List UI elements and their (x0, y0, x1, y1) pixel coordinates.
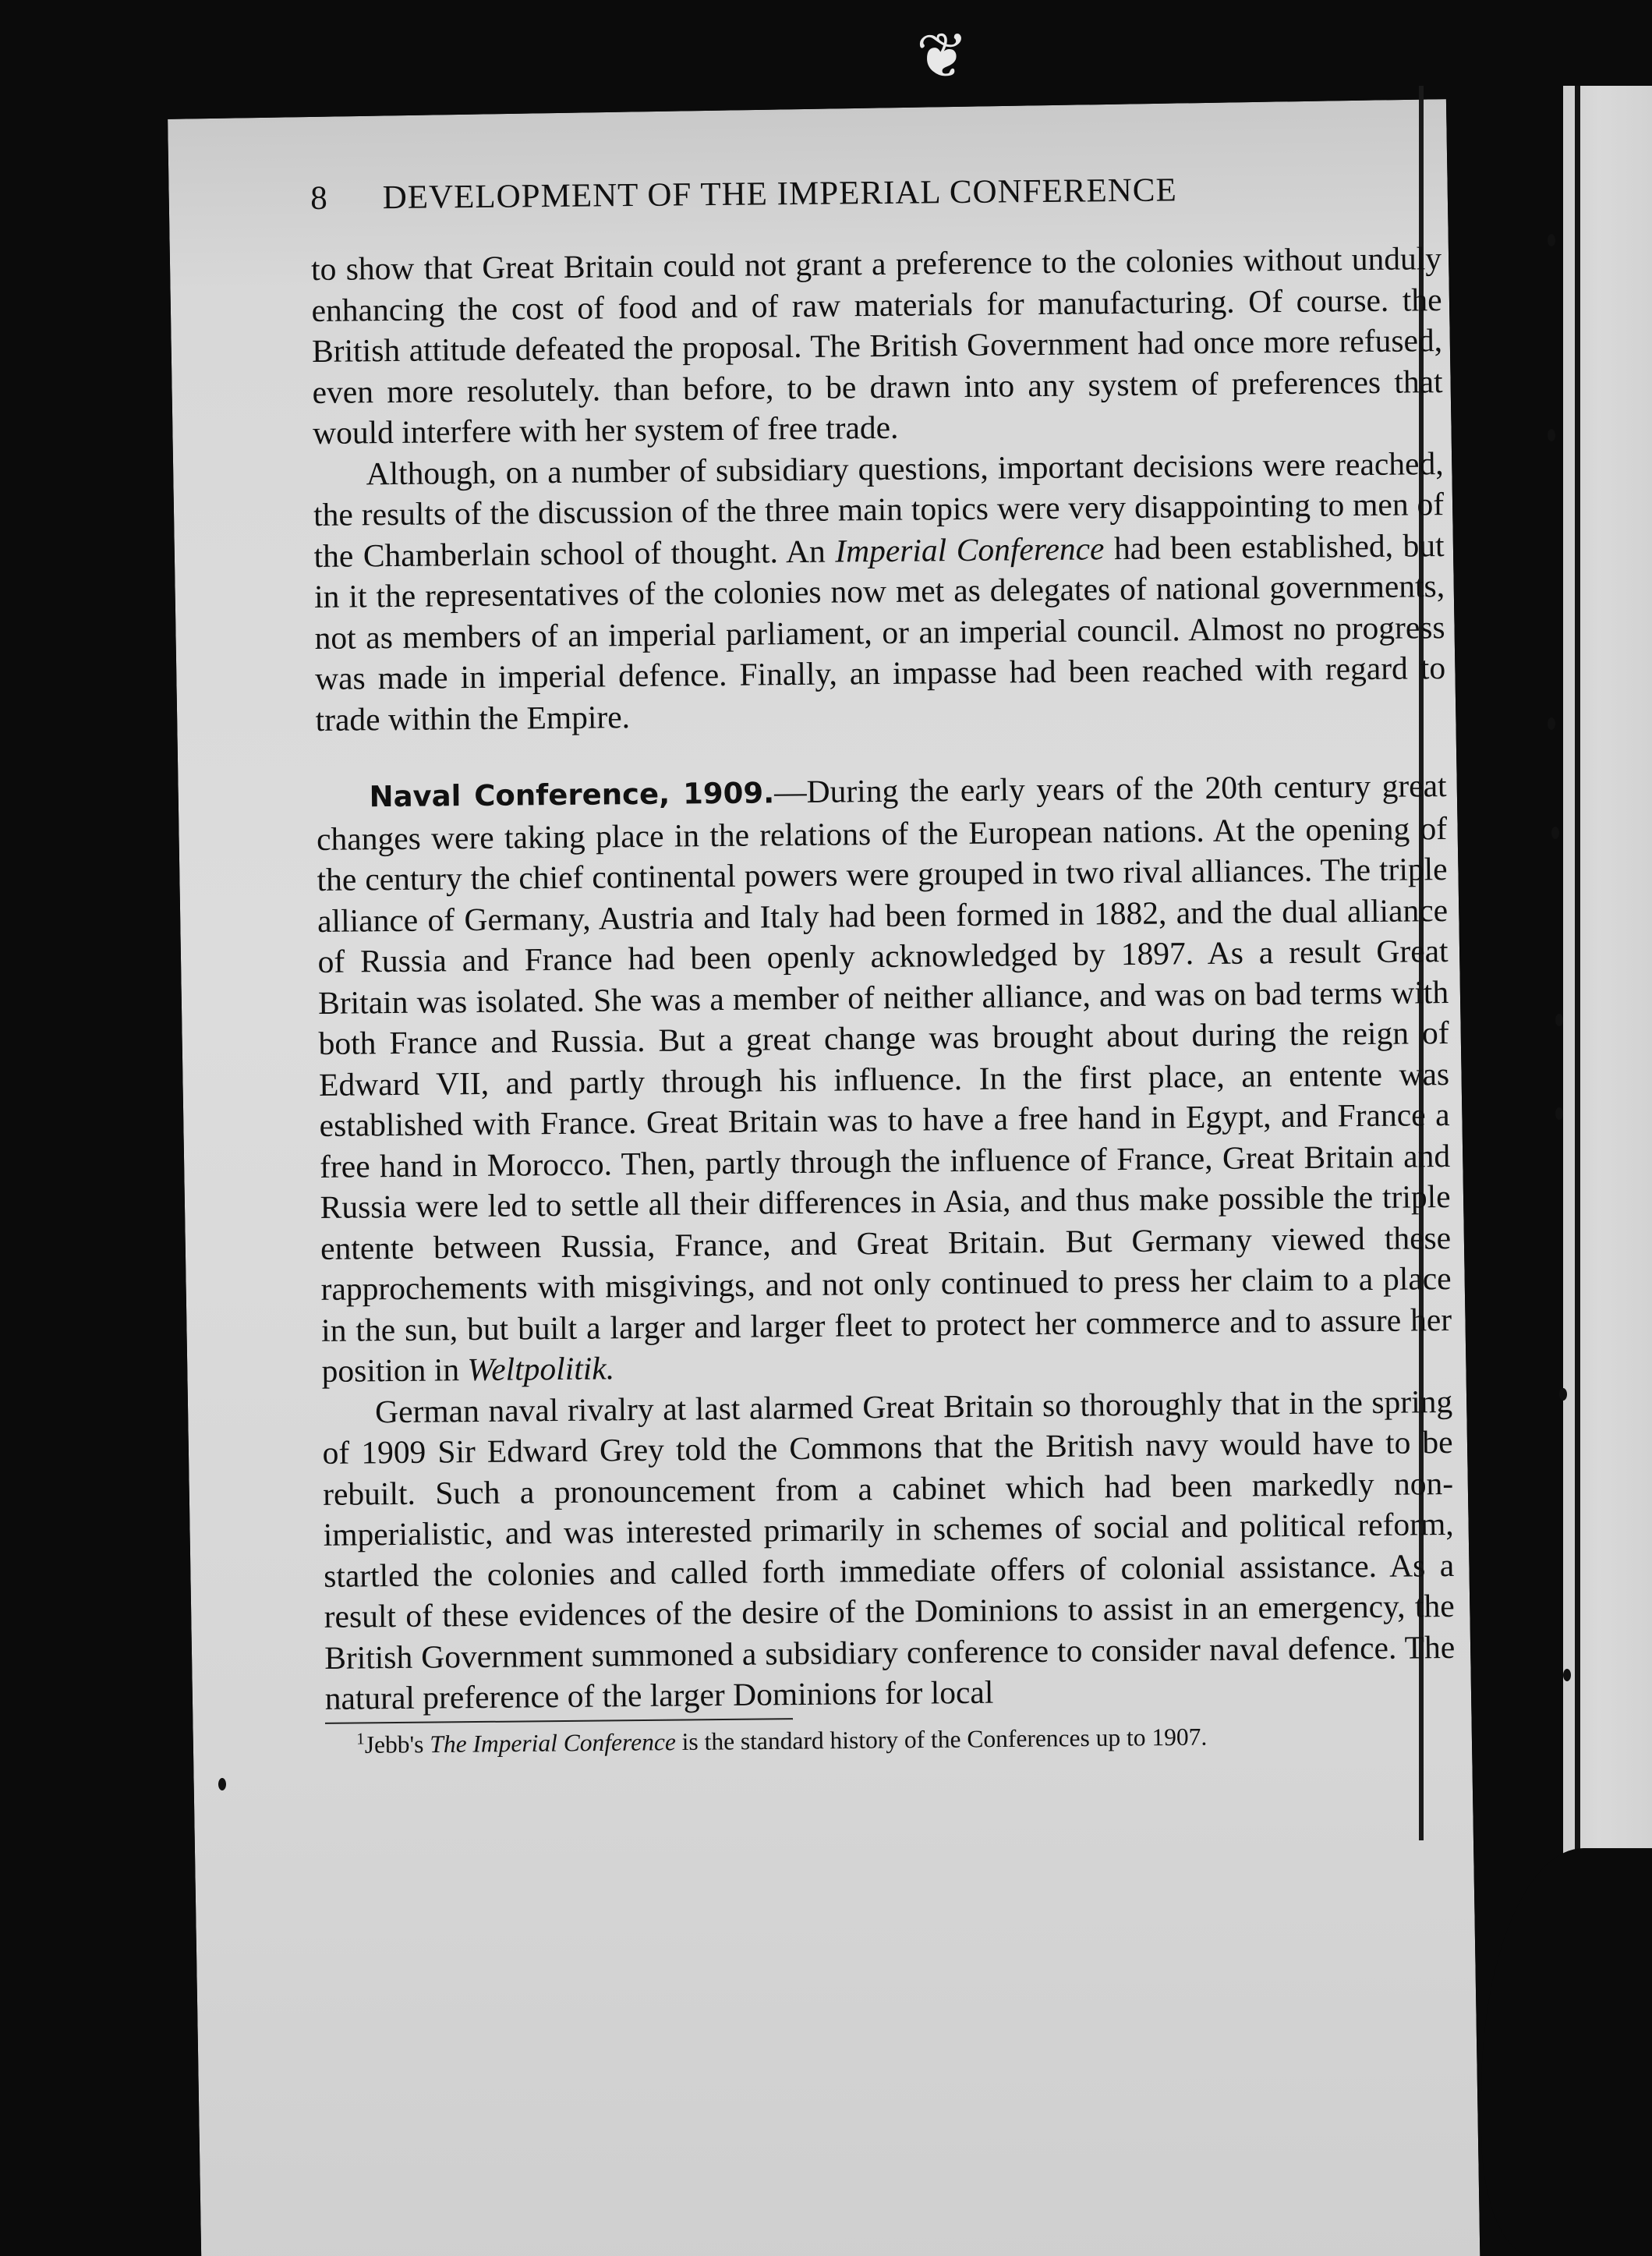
binding-mark-icon: ❦ (916, 19, 969, 92)
page-damage-blot (1481, 1848, 1652, 2256)
paragraph-4: German naval rivalry at last alarmed Great Britain so thoroughly that in the spring of 1909 Sir Edward Grey told the Commons that the British navy would have to be rebuilt. Such a pronouncement from a cabinet which had been markedly non-imperialistic, and was interested primarily in schemes of social and political reform, startled the colonies and called forth immediate offers of colonial assistance. As a result of these evidences of the desire of the Dominions to assist in an emergency, the British Government summoned a subsidiary conference to consider naval defence. The natural preference of the larger Dominions for local (322, 1383, 1456, 1716)
section-heading: Naval Conference, 1909. (369, 776, 775, 814)
margin-speck (1548, 234, 1555, 246)
paragraph-3-italic: Weltpolitik. (467, 1350, 615, 1388)
margin-speck (1555, 1107, 1563, 1120)
paragraph-2-text-a: Although, on a number of subsidiary questions, important decisions were reached, the results of the discussion of the three main topics were very disappointing to men of the Chamberlain school of thought. An (313, 444, 1445, 574)
page-text (310, 168, 1456, 1760)
footnote-italic: The Imperial Conference (430, 1727, 676, 1758)
margin-speck (1563, 1669, 1571, 1681)
footnote-text-a: Jebb's (364, 1730, 424, 1758)
page-number: 8 (310, 179, 328, 217)
margin-speck (218, 1778, 226, 1790)
footnote-marker: 1 (356, 1728, 365, 1748)
margin-speck (1548, 717, 1555, 730)
paragraph-2 (313, 443, 1445, 740)
paragraph-2-italic: Imperial Conference (835, 529, 1105, 569)
margin-speck (1555, 1014, 1563, 1026)
margin-speck (1559, 1388, 1567, 1401)
paragraph-2-text-b: had been established, but in it the representatives of the colonies now met as delegates of national governments, not as members of an imperial parliament, or an imperial council. Almost no progress was made in imperial defence. Finally, an impasse had been reached with regard to trade within the Empire. (313, 526, 1446, 738)
paragraph-3-text: —During the early years of the 20th century great changes were taking place in the relations of the European nations. At the opening of the century the chief continental powers were grouped in two rival alliances. The triple alliance of Germany, Austria and Italy had been formed in 1882, and the dual alliance of Russia and France had been openly acknowledged by 1897. As a result Great Britain was isolated. She was a member of neither alliance, and was on bad terms with both France and Russia. But a great change was brought about during the reign of Edward VII, and partly through his influence. In the first place, an entente was established with France. Great Britain was to have a free hand in Egypt, and France a free hand in Morocco. Then, partly through the influence of France, Great Britain and Russia were led to settle all their differences in Asia, and thus make possible the triple entente between Russia, France, and Great Britain. But Germany viewed these rapprochements with misgivings, and not only continued to press her claim to a place in the sun, but built a larger and larger fleet to protect her commerce and to assure her position in (316, 767, 1452, 1389)
paragraph-3 (316, 765, 1452, 1391)
footnote-text-b: is the standard history of the Conferences up to 1907. (681, 1723, 1208, 1755)
margin-speck (1548, 429, 1555, 441)
gutter-line (1575, 86, 1580, 1879)
margin-speck (1551, 827, 1559, 839)
paragraph-1: to show that Great Britain could not grant a preference to the colonies without unduly enhancing the cost of food and of raw materials for manufacturing. Of course. the British attitude defeated the proposal. The British Government had once more refused, even more resolutely. than before, to be drawn into any system of preferences that would interfere with her system of free trade. (310, 240, 1443, 451)
footnote (325, 1718, 1208, 1760)
running-title: DEVELOPMENT OF THE IMPERIAL CONFERENCE (382, 172, 1177, 217)
